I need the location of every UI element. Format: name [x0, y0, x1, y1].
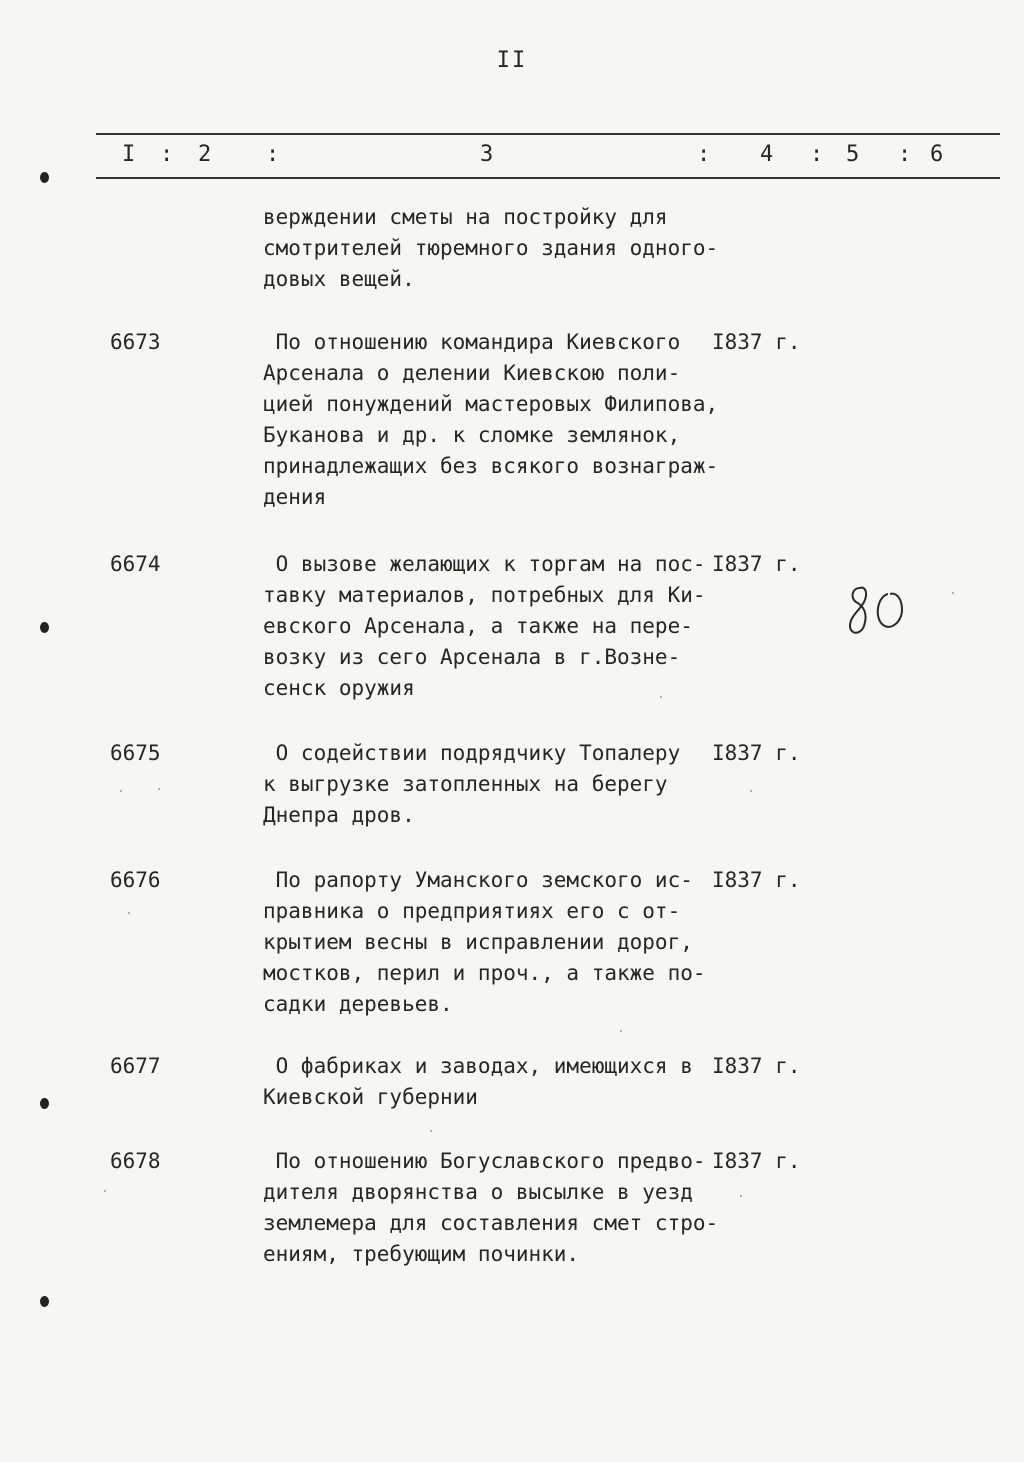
entry-number: 6676 [110, 868, 161, 892]
entry-text: О вызове желающих к торгам на пос- тавку материалов, потребных для Ки- евского Арсенала, а также на пере- возку из сего Арсенала в г.Возне- сенск оружия [263, 552, 706, 700]
scan-speck [104, 1190, 106, 1192]
header-col-1: I [122, 142, 136, 167]
entry-text: По отношению Богуславского предво- дителя дворянства о высылке в уезд землемера для составления смет стро- ениям, требующим починки. [263, 1149, 719, 1266]
handwritten-digit-8 [850, 588, 866, 633]
scan-speck [952, 592, 954, 594]
entry-text: По рапорту Уманского земского ис- правника о предприятиях его с от- крытием весны в исправлении дорог, мостков, перил и проч., а также по- садки деревьев. [263, 868, 706, 1016]
header-separator: : [697, 142, 711, 167]
scan-speck [120, 790, 122, 792]
entry-year: I837 г. [712, 1149, 801, 1173]
handwritten-annotation [846, 582, 910, 642]
scan-speck [740, 1195, 742, 1197]
entry-year: I837 г. [712, 741, 801, 765]
entry-year: I837 г. [712, 330, 801, 354]
table-top-rule [96, 133, 1000, 135]
entry-year: I837 г. [712, 868, 801, 892]
entry-text: верждении сметы на постройку для смотрителей тюремного здания одного- довых вещей. [263, 205, 719, 291]
entry-number: 6673 [110, 330, 161, 354]
entry-text: По отношению командира Киевского Арсенала о делении Киевскою поли- цией понуждений мастеровых Филипова, Буканова и др. к сломке землянок, принадлежащих без всякого вознаграж- дения [263, 330, 719, 509]
header-separator: : [898, 142, 912, 167]
entry-number: 6677 [110, 1054, 161, 1078]
header-separator: : [160, 142, 174, 167]
scan-speck [128, 912, 130, 914]
binding-hole [40, 1296, 49, 1307]
binding-hole [40, 622, 49, 633]
page-number: II [496, 48, 528, 73]
header-col-4: 4 [760, 142, 774, 167]
entry-year: I837 г. [712, 1054, 801, 1078]
entry-number: 6674 [110, 552, 161, 576]
scan-speck [660, 696, 662, 698]
header-col-3: 3 [480, 142, 494, 167]
header-separator: : [266, 142, 280, 167]
header-separator: : [810, 142, 824, 167]
entry-number: 6675 [110, 741, 161, 765]
table-bottom-rule [96, 177, 1000, 179]
scan-speck [158, 788, 160, 790]
scan-speck [430, 1130, 432, 1132]
header-col-2: 2 [198, 142, 212, 167]
binding-hole [40, 1098, 49, 1109]
entry-number: 6678 [110, 1149, 161, 1173]
scan-speck [750, 790, 752, 792]
binding-hole [40, 172, 49, 183]
handwritten-digit-0 [878, 594, 902, 627]
entry-text: О содействии подрядчику Топалеру к выгрузке затопленных на берегу Днепра дров. [263, 741, 681, 827]
entry-year: I837 г. [712, 552, 801, 576]
scan-speck [620, 1030, 622, 1032]
entry-text: О фабриках и заводах, имеющихся в Киевской губернии [263, 1054, 693, 1109]
header-col-5: 5 [846, 142, 860, 167]
header-col-6: 6 [930, 142, 944, 167]
